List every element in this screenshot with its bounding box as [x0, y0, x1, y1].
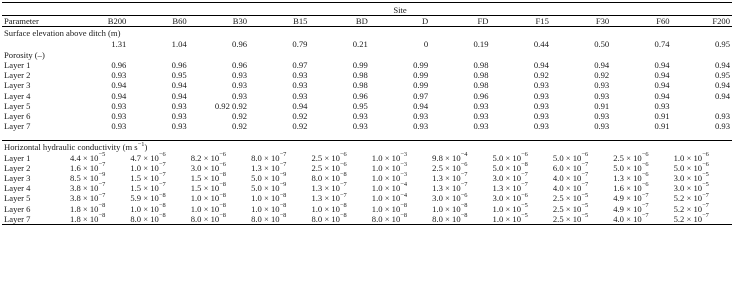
table-cell: 0.94: [111, 90, 127, 101]
table-cell: 0.93: [473, 111, 489, 122]
table-cell: $4.9 \times 10^{-7}$: [613, 201, 649, 214]
conductivity-section-title: Horizontal hydraulic conductivity (m $s^{-1}$): [2, 141, 732, 153]
column-header: D: [370, 16, 430, 27]
table-cell: 0.93: [413, 121, 429, 132]
table-cell: 0.93: [352, 121, 368, 132]
table-cell: $1.0 \times 10^{-8}$: [190, 191, 227, 204]
table-cell: 0.93: [111, 121, 127, 132]
column-header: Parameter: [2, 16, 68, 27]
table-cell: $1.3 \times 10^{-7}$: [432, 171, 468, 184]
table-cell: 0.93: [533, 100, 549, 111]
column-header: F60: [611, 16, 671, 27]
table-cell: $5.2 \times 10^{-7}$: [673, 201, 709, 214]
table-cell: $1.3 \times 10^{-7}$: [251, 160, 287, 173]
table-cell: 0.98: [473, 80, 489, 91]
table-cell: 0.96: [232, 60, 248, 71]
table-cell: $9.8 \times 10^{-4}$: [432, 150, 468, 163]
row-label: Layer 5: [4, 100, 31, 111]
table-cell: $5.9 \times 10^{-8}$: [130, 191, 166, 204]
row-label: Layer 3: [4, 80, 31, 91]
table-cell: 0.94: [171, 90, 187, 101]
table-cell: $2.5 \times 10^{-6}$: [432, 160, 468, 173]
table-cell: 0.94: [714, 60, 730, 71]
table-cell: 0.97: [292, 60, 308, 71]
table-cell: 0.92: [533, 70, 549, 81]
column-header: B200: [68, 16, 128, 27]
table-cell: 0.93: [714, 121, 730, 132]
table-cell: 0.95: [714, 38, 730, 49]
table-cell: 0.93: [533, 90, 549, 101]
table-cell: 0.74: [654, 38, 670, 49]
table-cell: 0.50: [594, 38, 610, 49]
table-cell: 0.91: [594, 100, 610, 111]
table-cell: 0.96: [473, 90, 489, 101]
table-cell: 0.93: [533, 80, 549, 91]
table-cell: 0.93: [714, 111, 730, 122]
table-cell: 0: [423, 38, 429, 49]
table-row: [2, 183, 732, 193]
table-cell: $1.0 \times 10^{-8}$: [432, 201, 468, 214]
row-label: Layer 5: [4, 193, 31, 204]
table-body: [2, 27, 732, 225]
table-cell: 0.79: [292, 38, 308, 49]
table-cell: $1.5 \times 10^{-8}$: [190, 171, 227, 184]
table-cell: $1.0 \times 10^{-8}$: [311, 201, 347, 214]
table-cell: $8.5 \times 10^{-9}$: [70, 171, 106, 184]
table-cell: 0.94: [292, 100, 308, 111]
row-label: Layer 6: [4, 111, 31, 122]
table-cell: $1.3 \times 10^{-7}$: [311, 181, 347, 194]
table-cell: 0.96: [232, 38, 248, 49]
table-cell: $5.0 \times 10^{-6}$: [492, 150, 528, 163]
table-cell: $4.0 \times 10^{-7}$: [552, 181, 589, 194]
table-row: [2, 101, 732, 111]
row-label: Layer 4: [4, 90, 31, 101]
table-row: [2, 204, 732, 214]
table-cell: 0.93: [171, 100, 187, 111]
table-cell: $1.0 \times 10^{-3}$: [371, 171, 408, 184]
table-cell: 0.93: [292, 90, 308, 101]
table-row: [2, 121, 732, 131]
table-cell: $3.0 \times 10^{-6}$: [432, 191, 468, 204]
table-cell: 0.93: [232, 80, 248, 91]
table-row: [2, 91, 732, 101]
table-cell: $8.0 \times 10^{-8}$: [309, 214, 369, 225]
table-cell: $3.0 \times 10^{-6}$: [190, 160, 227, 173]
table-cell: $1.0 \times 10^{-4}$: [371, 181, 408, 194]
table-cell: $4.9 \times 10^{-7}$: [613, 191, 649, 204]
table-cell: $3.0 \times 10^{-5}$: [673, 181, 709, 194]
table-cell: 0.93: [654, 100, 670, 111]
table-cell: $4.0 \times 10^{-7}$: [552, 171, 589, 184]
table-cell: 0.95: [352, 100, 368, 111]
table-cell: 0.93: [413, 111, 429, 122]
table-row: [2, 80, 732, 90]
column-header: F200: [672, 16, 732, 27]
row-label: [2, 39, 68, 49]
table-cell: 1.04: [171, 38, 187, 49]
table-cell: $1.0 \times 10^{-8}$: [251, 201, 287, 214]
table-cell: $8.0 \times 10^{-8}$: [189, 214, 249, 225]
table-cell: $5.0 \times 10^{-9}$: [251, 181, 287, 194]
column-header: B15: [249, 16, 309, 27]
table-cell: 0.93: [473, 121, 489, 132]
row-label: Layer 1: [4, 152, 31, 163]
table-cell: $1.0 \times 10^{-6}$: [673, 150, 709, 163]
table-cell: $5.0 \times 10^{-6}$: [613, 160, 649, 173]
table-cell: 0.19: [473, 38, 489, 49]
table-cell: $1.3 \times 10^{-6}$: [613, 171, 649, 184]
table-cell: $2.5 \times 10^{-5}$: [551, 214, 611, 225]
table-cell: $2.5 \times 10^{-5}$: [552, 191, 589, 204]
table-cell: 0.94: [654, 70, 670, 81]
section-title-row: [2, 27, 732, 39]
table-cell: $2.5 \times 10^{-6}$: [613, 150, 649, 163]
site-parameters-table: [2, 2, 732, 225]
table-cell: 0.93: [533, 121, 549, 132]
table-cell: 0.94: [654, 60, 670, 71]
table-cell: $1.8 \times 10^{-8}$: [70, 201, 106, 214]
table-cell: $2.5 \times 10^{-6}$: [311, 150, 347, 163]
table-cell: $1.0 \times 10^{-8}$: [130, 201, 166, 214]
table-cell: $8.0 \times 10^{-8}$: [370, 214, 430, 225]
table-cell: $3.8 \times 10^{-7}$: [70, 191, 106, 204]
table-cell: $1.3 \times 10^{-7}$: [432, 181, 468, 194]
table-cell: 0.92: [292, 111, 308, 122]
table-cell: 0.94: [171, 80, 187, 91]
table-cell: $1.0 \times 10^{-5}$: [492, 201, 528, 214]
table-cell: $8.0 \times 10^{-7}$: [251, 150, 287, 163]
table-cell: 0.96: [171, 60, 187, 71]
table-cell: 0.93: [473, 100, 489, 111]
table-cell: $1.5 \times 10^{-8}$: [190, 181, 227, 194]
table-cell: $1.5 \times 10^{-7}$: [130, 181, 166, 194]
table-cell: 0.93: [111, 111, 127, 122]
table-cell: 0.99: [413, 80, 429, 91]
table-cell: 0.99: [413, 70, 429, 81]
table-cell: 0.92: [594, 70, 610, 81]
table-cell: 0.93: [232, 90, 248, 101]
table-cell: 0.44: [533, 38, 549, 49]
column-header: BD: [309, 16, 369, 27]
section-title-row: [2, 141, 732, 153]
table-cell: 0.99: [413, 60, 429, 71]
surface-section-title: Surface elevation above ditch (m): [2, 27, 732, 39]
row-label: Layer 6: [4, 203, 31, 214]
column-header: B30: [189, 16, 249, 27]
row-label: Layer 4: [4, 183, 31, 194]
site-group-header-row: [2, 3, 732, 16]
row-label: Layer 2: [4, 162, 31, 173]
table-cell: 0.98: [473, 70, 489, 81]
table-cell: $3.8 \times 10^{-7}$: [70, 181, 106, 194]
porosity-section-title: Porosity (–): [4, 49, 45, 60]
row-label: Layer 7: [2, 214, 68, 225]
table-cell: 0.96: [352, 90, 368, 101]
column-header: F15: [491, 16, 551, 27]
table-cell: $1.0 \times 10^{-5}$: [491, 214, 551, 225]
table-cell: $5.0 \times 10^{-8}$: [492, 160, 528, 173]
table-cell: 0.95: [714, 70, 730, 81]
table-cell: 0.97: [413, 90, 429, 101]
table-cell: 0.92: [232, 111, 248, 122]
table-cell: 0.99: [352, 60, 368, 71]
table-cell: $8.0 \times 10^{-8}$: [249, 214, 309, 225]
table-cell: $1.0 \times 10^{-8}$: [371, 201, 408, 214]
table-row: [2, 39, 732, 49]
table-cell: 0.93: [292, 80, 308, 91]
column-header: FD: [430, 16, 490, 27]
table-cell: 0.92: [232, 121, 248, 132]
table-cell: 0.98: [352, 80, 368, 91]
table-cell: $4.4 \times 10^{-5}$: [70, 150, 106, 163]
table-cell: 0.94: [654, 80, 670, 91]
table-cell: $1.3 \times 10^{-7}$: [311, 191, 347, 204]
table-cell: $5.2 \times 10^{-7}$: [673, 191, 709, 204]
table-cell: $3.0 \times 10^{-5}$: [673, 171, 709, 184]
table-cell: $3.0 \times 10^{-7}$: [492, 171, 528, 184]
table-row: [2, 111, 732, 121]
table-cell: $1.0 \times 10^{-8}$: [251, 191, 287, 204]
table-cell: $3.0 \times 10^{-6}$: [492, 191, 528, 204]
table-cell: 0.93: [171, 111, 187, 122]
table-row: [2, 70, 732, 80]
table-cell: 0.94: [714, 90, 730, 101]
table-cell: $2.5 \times 10^{-5}$: [552, 201, 589, 214]
table-cell: 0.94: [714, 80, 730, 91]
table-row: [2, 60, 732, 70]
table-cell: 0.93: [111, 70, 127, 81]
table-cell: $5.0 \times 10^{-6}$: [673, 160, 709, 173]
table-cell: $2.5 \times 10^{-6}$: [311, 160, 347, 173]
row-label: Layer 1: [4, 60, 31, 71]
table-cell: 0.93: [594, 80, 610, 91]
table-cell: $1.0 \times 10^{-3}$: [371, 160, 408, 173]
table-row: [2, 214, 732, 225]
table-cell: 0.91: [654, 111, 670, 122]
table-cell: $8.0 \times 10^{-8}$: [128, 214, 188, 225]
table-cell: 0.98: [352, 70, 368, 81]
row-label: Layer 7: [4, 121, 31, 132]
site-group-label: Site: [68, 3, 732, 16]
row-label: Layer 3: [4, 173, 31, 184]
table-cell: 0.91: [654, 121, 670, 132]
table-cell: 0.93: [292, 70, 308, 81]
table-cell: $1.3 \times 10^{-7}$: [492, 181, 528, 194]
column-header: B60: [128, 16, 188, 27]
section-title-row: [2, 49, 732, 60]
table-cell: $8.0 \times 10^{-8}$: [430, 214, 490, 225]
table-cell: 0.93: [533, 111, 549, 122]
table-cell: $8.2 \times 10^{-6}$: [190, 150, 227, 163]
table-cell: $5.2 \times 10^{-7}$: [672, 214, 732, 225]
table-cell: 0.94: [413, 100, 429, 111]
table-row: [2, 193, 732, 203]
table-cell: 0.98: [473, 60, 489, 71]
table-cell: 0.96: [111, 60, 127, 71]
column-header: F30: [551, 16, 611, 27]
table-cell: $1.8 \times 10^{-8}$: [68, 214, 128, 225]
table-row: [2, 163, 732, 173]
table-cell: $6.0 \times 10^{-7}$: [552, 160, 589, 173]
row-label: Layer 2: [4, 70, 31, 81]
table-cell: $1.0 \times 10^{-4}$: [371, 191, 408, 204]
table-cell: 0.93: [594, 111, 610, 122]
table-cell: $4.0 \times 10^{-7}$: [611, 214, 671, 225]
table-cell: 0.21: [352, 38, 368, 49]
table-cell: 0.95: [171, 70, 187, 81]
table-cell: 0.94: [654, 90, 670, 101]
table-cell: 0.92: [292, 121, 308, 132]
table-cell: $1.6 \times 10^{-6}$: [613, 181, 649, 194]
table-cell: 0.93: [352, 111, 368, 122]
table-cell: 0.93: [594, 121, 610, 132]
table-cell: $1.0 \times 10^{-3}$: [371, 150, 408, 163]
column-header-row: [2, 16, 732, 27]
table-cell: $5.0 \times 10^{-9}$: [251, 171, 287, 184]
table-row: [2, 173, 732, 183]
table-cell: $1.6 \times 10^{-7}$: [70, 160, 106, 173]
table-cell: 0.94: [111, 80, 127, 91]
table-cell: 0.94: [594, 60, 610, 71]
table-cell: [672, 101, 732, 111]
table-cell: 0.93: [111, 100, 127, 111]
table-cell: $4.7 \times 10^{-6}$: [130, 150, 166, 163]
section-spacer: [2, 131, 732, 141]
table-cell: 0.93: [171, 121, 187, 132]
table-cell: $5.0 \times 10^{-6}$: [552, 150, 589, 163]
table-cell: 1.31: [111, 38, 127, 49]
table-cell: $1.0 \times 10^{-7}$: [130, 160, 166, 173]
table-cell: $1.5 \times 10^{-7}$: [130, 171, 166, 184]
table-row: [2, 153, 732, 163]
table-cell: $8.0 \times 10^{-8}$: [311, 171, 347, 184]
table-cell: 0.93: [232, 70, 248, 81]
table-cell: 0.92 0.92: [214, 100, 248, 111]
table-cell: 0.94: [533, 60, 549, 71]
table-cell: $1.0 \times 10^{-8}$: [190, 201, 227, 214]
table-cell: 0.93: [594, 90, 610, 101]
